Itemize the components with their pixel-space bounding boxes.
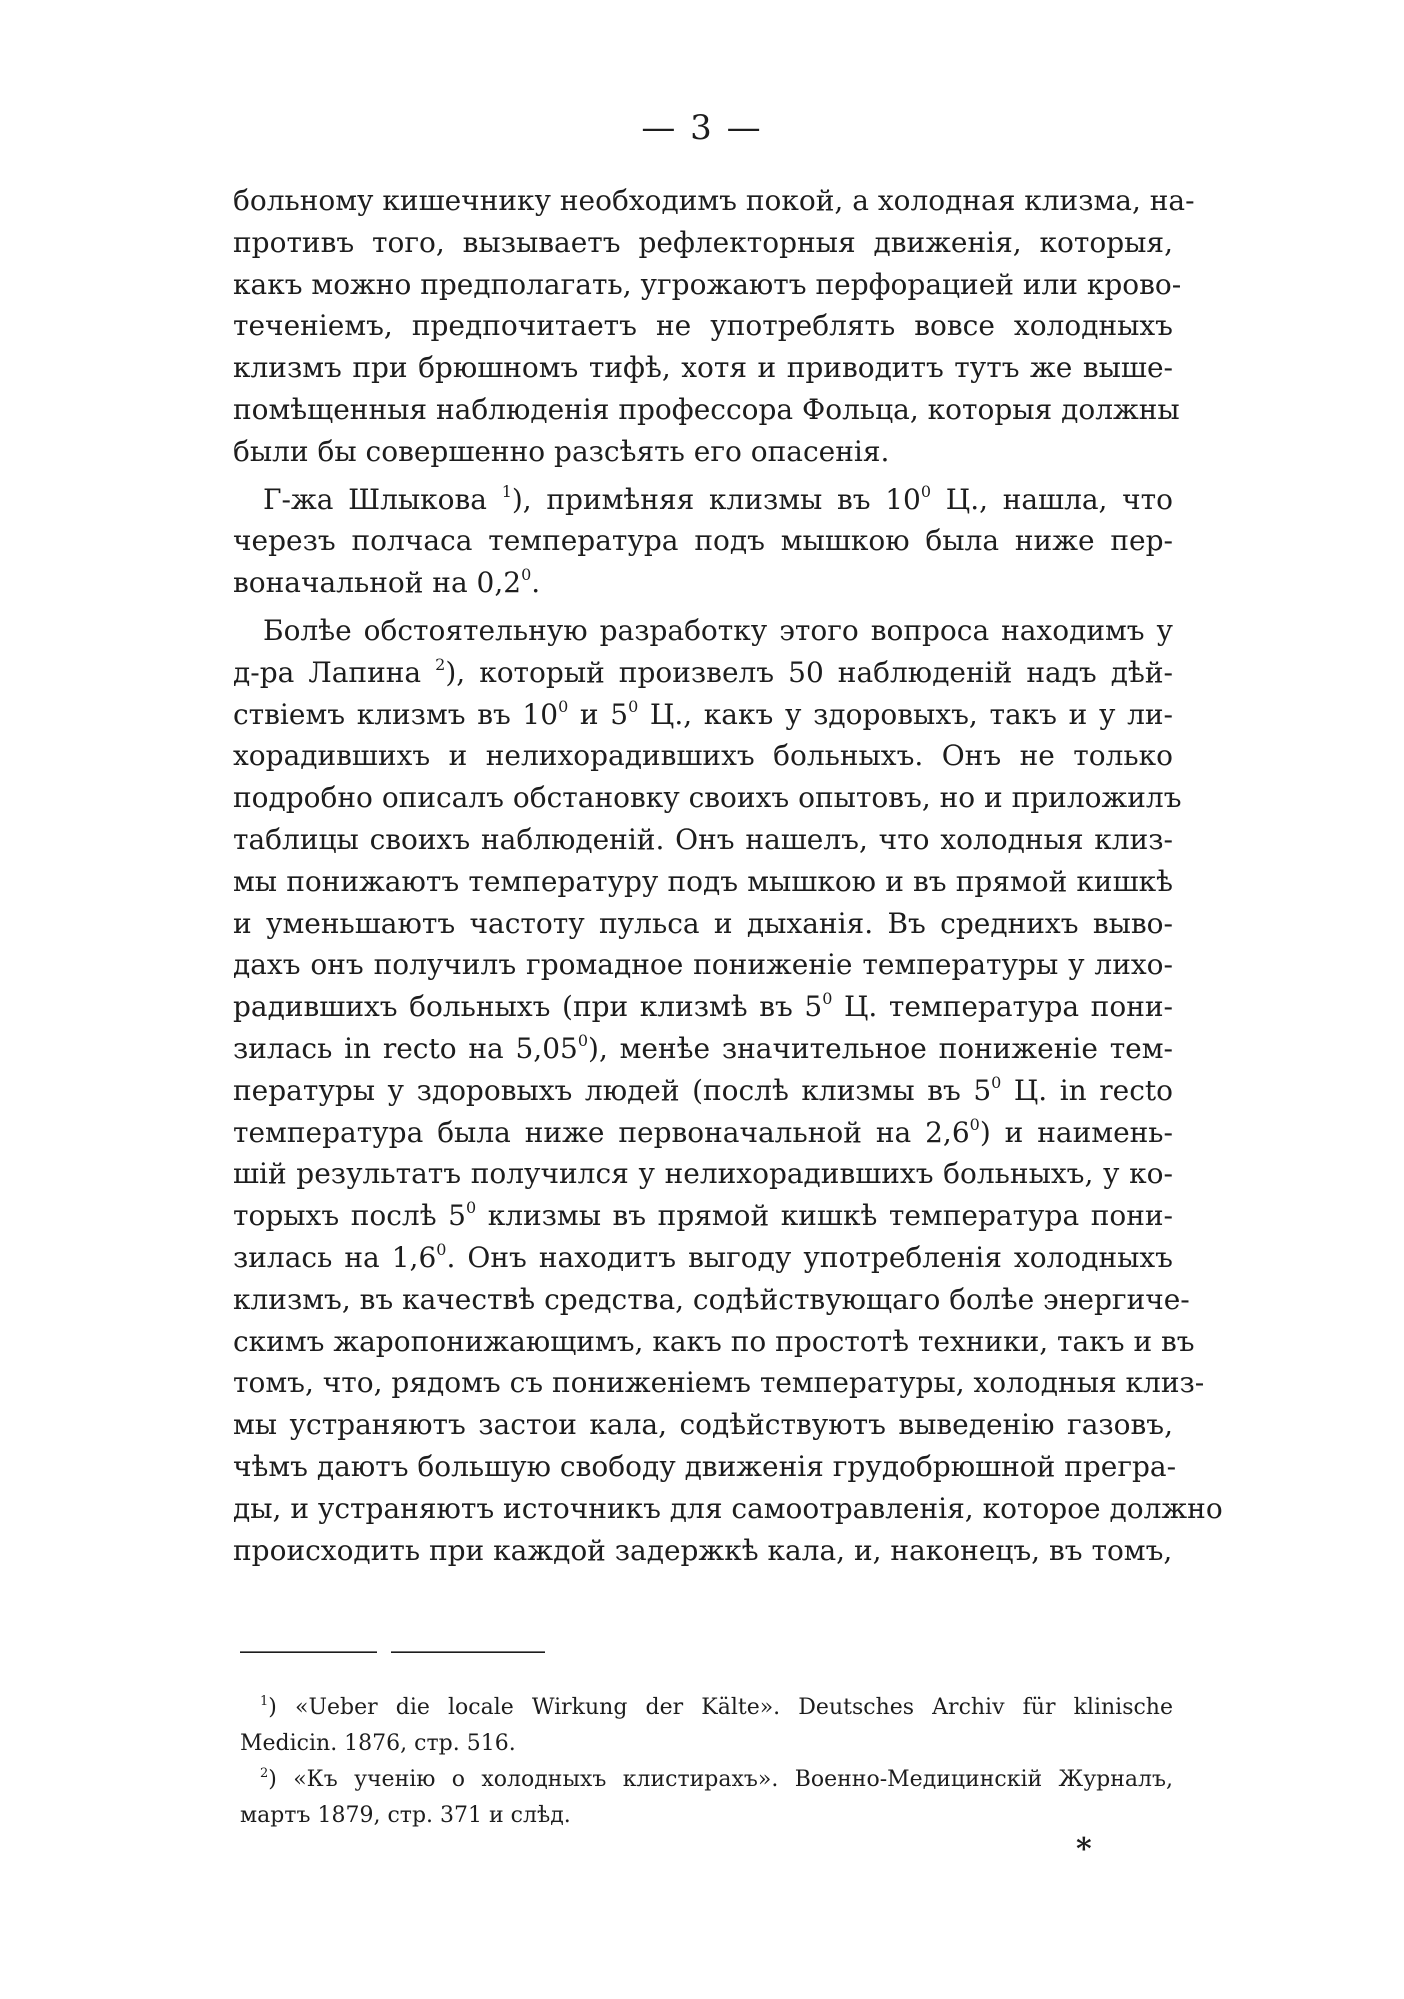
text-line bbox=[233, 1237, 1173, 1279]
text-run: д-ра Лапина bbox=[233, 655, 436, 689]
text-line bbox=[233, 1321, 1195, 1363]
text-run: Ц. in recto bbox=[1001, 1073, 1173, 1107]
footnote bbox=[240, 1690, 1173, 1762]
text-line bbox=[233, 1362, 1205, 1404]
text-run: и уменьшаютъ частоту пульса и дыханія. Въ среднихъ выво- bbox=[233, 906, 1173, 940]
text-line bbox=[233, 562, 1173, 604]
text-run: хорадившихъ и нелихорадившихъ больныхъ. Онъ не только bbox=[233, 739, 1173, 773]
text-line bbox=[233, 694, 1173, 736]
text-run: ) «Къ ученію о холодныхъ клистирахъ». Военно-Медицинскій Журналъ, bbox=[268, 1767, 1173, 1792]
superscript-mark: 0 bbox=[577, 1030, 589, 1050]
text-run: таблицы своихъ наблюденій. Онъ нашелъ, что холодныя клиз- bbox=[233, 822, 1173, 856]
text-line bbox=[233, 735, 1173, 777]
signature-mark: * bbox=[1076, 1832, 1092, 1867]
text-run: клизмъ, въ качествѣ средства, содѣйствующаго болѣе энергиче- bbox=[233, 1282, 1190, 1316]
paragraph bbox=[233, 479, 1173, 604]
text-run: зилась in recto на 5,05 bbox=[233, 1031, 578, 1065]
text-line bbox=[233, 986, 1173, 1028]
footnote-separator-rule bbox=[240, 1652, 545, 1653]
superscript-mark: 2 bbox=[435, 654, 446, 674]
text-run: Ц., какъ у здоровыхъ, такъ и у ли- bbox=[638, 697, 1174, 731]
text-line bbox=[233, 903, 1173, 945]
text-run: скимъ жаропонижающимъ, какъ по простотѣ техники, такъ и въ bbox=[233, 1324, 1195, 1358]
superscript-mark: 0 bbox=[558, 696, 569, 716]
text-line bbox=[233, 180, 1195, 222]
text-line bbox=[233, 1279, 1190, 1321]
text-run: и 5 bbox=[568, 697, 629, 731]
superscript-mark: 0 bbox=[628, 696, 639, 716]
text-line bbox=[233, 861, 1173, 903]
text-line bbox=[233, 1404, 1173, 1446]
text-run: помѣщенныя наблюденія профессора Фольца, которыя должны bbox=[233, 392, 1180, 426]
superscript-mark: 0 bbox=[920, 481, 932, 501]
text-run: радившихъ больныхъ (при клизмѣ въ 5 bbox=[233, 990, 823, 1024]
text-run: ствіемъ клизмъ въ 10 bbox=[233, 697, 559, 731]
superscript-mark: 0 bbox=[991, 1072, 1002, 1092]
footnote bbox=[240, 1762, 1173, 1834]
paragraph bbox=[233, 610, 1223, 1571]
text-run: мы устраняютъ застои кала, содѣйствуютъ выведенію газовъ, bbox=[233, 1408, 1173, 1442]
superscript-mark: 0 bbox=[436, 1239, 447, 1259]
superscript-mark: 2 bbox=[260, 1766, 269, 1781]
footnote-line bbox=[240, 1762, 1173, 1798]
text-line bbox=[233, 610, 1173, 652]
footnotes bbox=[240, 1690, 1173, 1834]
text-run: какъ можно предполагать, угрожаютъ перфорацией или крово- bbox=[233, 267, 1182, 301]
text-line bbox=[233, 1446, 1177, 1488]
text-line bbox=[233, 305, 1173, 347]
text-run: ), примѣняя клизмы въ 10 bbox=[511, 482, 921, 516]
footnote-line bbox=[240, 1726, 1173, 1762]
text-run: клизмъ при брюшномъ тифѣ, хотя и приводитъ тутъ же выше- bbox=[233, 351, 1173, 385]
text-run: противъ того, вызываетъ рефлекторныя движенія, которыя, bbox=[233, 225, 1173, 259]
text-run: чѣмъ даютъ большую свободу движенія грудобрюшной прегра- bbox=[233, 1449, 1177, 1483]
text-run: больному кишечнику необходимъ покой, а холодная клизма, на- bbox=[233, 184, 1195, 217]
text-run: подробно описалъ обстановку своихъ опытовъ, но и приложилъ bbox=[233, 781, 1182, 815]
text-line bbox=[233, 652, 1173, 694]
text-line bbox=[233, 1153, 1173, 1195]
text-run: воначальной на 0,2 bbox=[233, 566, 522, 600]
text-line bbox=[233, 389, 1180, 431]
text-run: Ц. температура пони- bbox=[832, 990, 1173, 1024]
text-run: клизмы въ прямой кишкѣ температура пони- bbox=[476, 1199, 1173, 1233]
text-run: ) и наимень- bbox=[979, 1115, 1174, 1149]
text-run: ды, и устраняютъ источникъ для самоотравленія, которое должно bbox=[233, 1491, 1223, 1525]
superscript-mark: 1 bbox=[501, 481, 512, 501]
superscript-mark: 0 bbox=[465, 1198, 477, 1218]
text-line bbox=[233, 1070, 1173, 1112]
footnote-line bbox=[240, 1798, 1173, 1834]
text-line bbox=[233, 1028, 1173, 1070]
footnote-separator-gap bbox=[377, 1650, 391, 1656]
text-run: мартъ 1879, стр. 371 и слѣд. bbox=[240, 1803, 571, 1828]
text-run: ), менѣе значительное пониженіе тем- bbox=[588, 1031, 1173, 1065]
text-run: ), который произвелъ 50 наблюденій надъ дѣй- bbox=[445, 655, 1174, 689]
text-run: Ц., нашла, что bbox=[931, 482, 1174, 516]
text-line bbox=[233, 347, 1173, 389]
text-run: дахъ онъ получилъ громадное пониженіе температуры у лихо- bbox=[233, 948, 1173, 982]
text-run: ) «Ueber die locale Wirkung der Kälte». Deutsches Archiv für klinische bbox=[268, 1695, 1173, 1720]
text-run: теченіемъ, предпочитаетъ не употреблять вовсе холодныхъ bbox=[233, 309, 1173, 343]
superscript-mark: 0 bbox=[969, 1114, 980, 1134]
text-line bbox=[233, 222, 1173, 264]
text-line bbox=[233, 1488, 1223, 1530]
text-run: зилась на 1,6 bbox=[233, 1240, 437, 1274]
superscript-mark: 0 bbox=[822, 989, 833, 1009]
text-line bbox=[233, 819, 1173, 861]
text-line bbox=[233, 520, 1173, 562]
text-run: Г-жа Шлыкова bbox=[263, 482, 502, 516]
text-run: черезъ полчаса температура подъ мышкою была ниже пер- bbox=[233, 524, 1173, 558]
text-line bbox=[233, 264, 1182, 306]
text-run: Medicin. 1876, стр. 516. bbox=[240, 1731, 516, 1756]
text-run: Болѣе обстоятельную разработку этого вопроса находимъ у bbox=[263, 613, 1173, 647]
page-number: — 3 — bbox=[641, 108, 763, 148]
text-line bbox=[233, 1195, 1173, 1237]
superscript-mark: 1 bbox=[260, 1694, 269, 1709]
text-run: были бы совершенно разсѣять его опасенія. bbox=[233, 434, 890, 468]
body-text bbox=[233, 180, 1223, 1571]
text-run: торыхъ послѣ 5 bbox=[233, 1199, 466, 1233]
paragraph bbox=[233, 180, 1195, 473]
footnote-line bbox=[240, 1690, 1173, 1726]
text-run: томъ, что, рядомъ съ пониженіемъ температуры, холодныя клиз- bbox=[233, 1366, 1205, 1400]
text-run: . Онъ находитъ выгоду употребленія холодныхъ bbox=[446, 1240, 1173, 1274]
text-run: шій результатъ получился у нелихорадившихъ больныхъ, у ко- bbox=[233, 1157, 1173, 1191]
text-run: пературы у здоровыхъ людей (послѣ клизмы въ 5 bbox=[233, 1073, 992, 1107]
text-run: происходить при каждой задержкѣ кала, и, наконецъ, въ томъ, bbox=[233, 1533, 1173, 1567]
text-run: мы понижаютъ температуру подъ мышкою и въ прямой кишкѣ bbox=[233, 864, 1173, 898]
text-line bbox=[233, 479, 1173, 521]
text-line bbox=[233, 431, 1173, 473]
text-line bbox=[233, 1112, 1173, 1154]
text-line bbox=[233, 944, 1173, 986]
text-line bbox=[233, 1530, 1173, 1572]
text-line bbox=[233, 777, 1182, 819]
superscript-mark: 0 bbox=[521, 565, 532, 585]
text-run: . bbox=[531, 566, 541, 600]
text-run: температура была ниже первоначальной на 2,6 bbox=[233, 1115, 970, 1149]
